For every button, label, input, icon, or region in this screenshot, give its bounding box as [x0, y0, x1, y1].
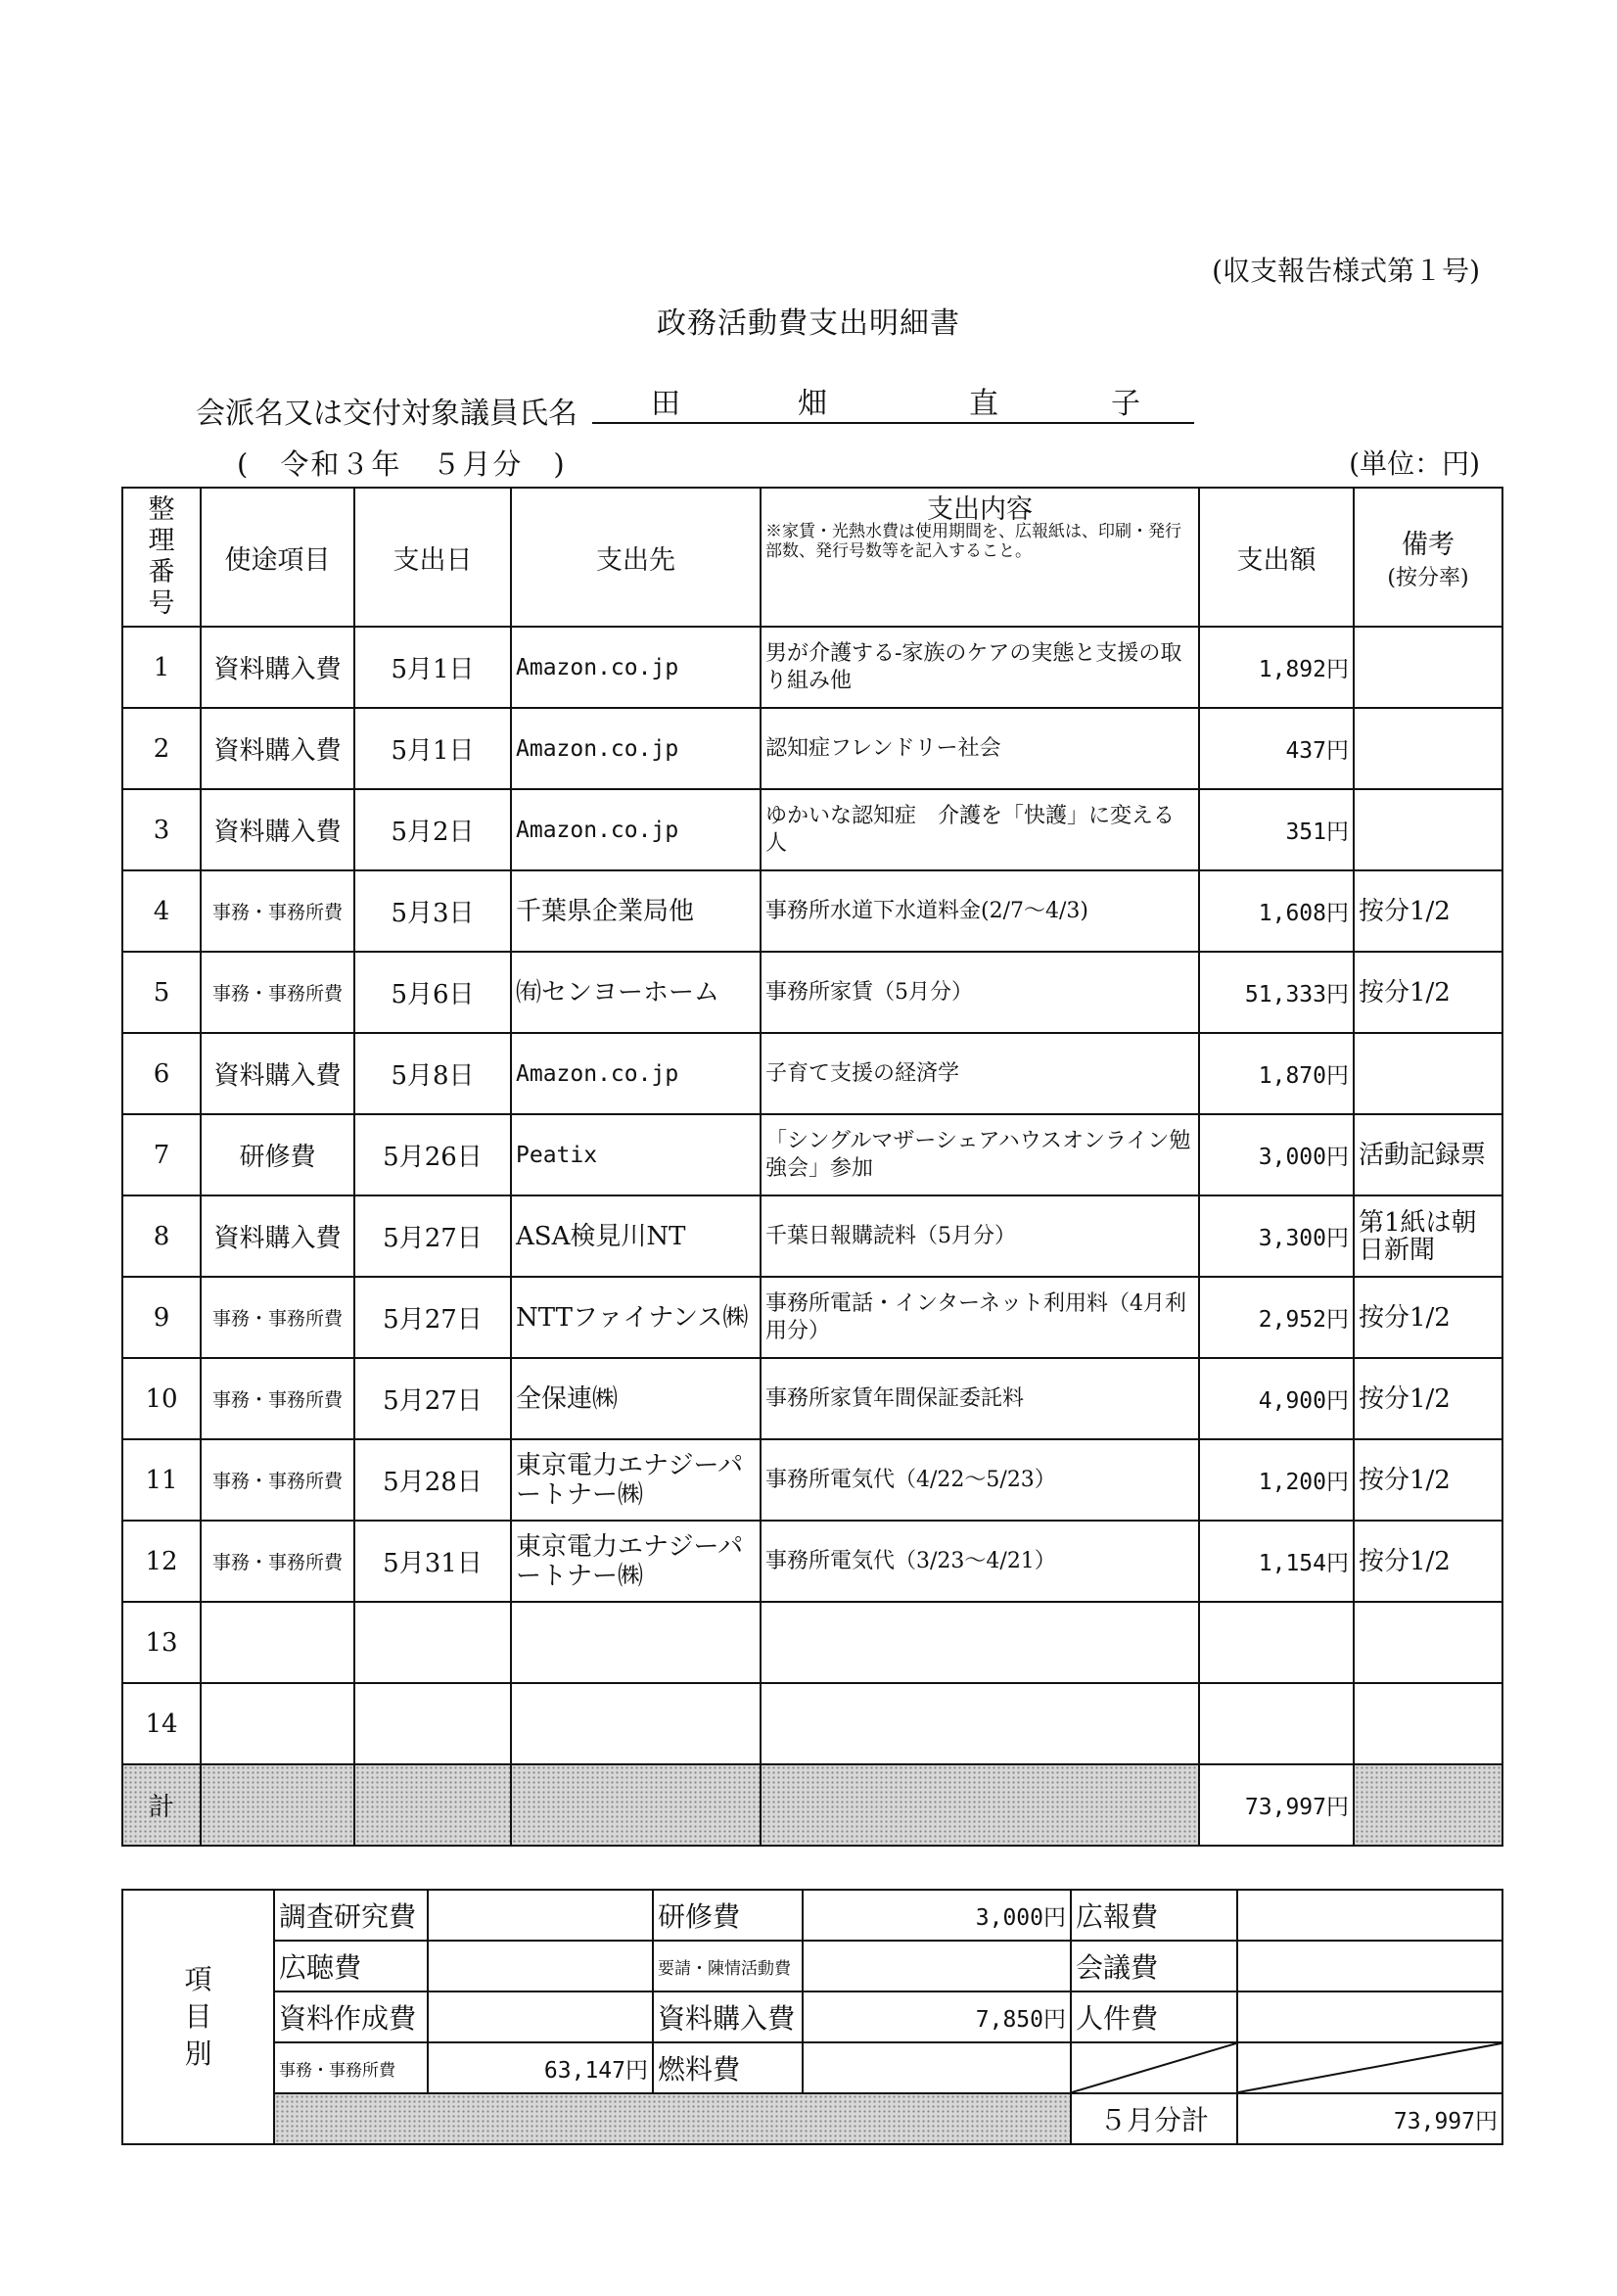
row-no: 3	[122, 789, 201, 870]
row-date: 5月27日	[354, 1195, 511, 1277]
total-row	[122, 1764, 1502, 1846]
row-remarks: 按分1/2	[1354, 1358, 1502, 1439]
row-content: 事務所電気代（3/23～4/21）	[761, 1521, 1199, 1602]
label-training: 研修費	[653, 1890, 803, 1941]
row-amount: 1,154円	[1199, 1521, 1354, 1602]
value-fuel	[803, 2042, 1071, 2093]
row-payee: ㈲センヨーホーム	[511, 952, 761, 1033]
table-row	[122, 1195, 1502, 1277]
row-amount: 1,608円	[1199, 870, 1354, 952]
row-amount: 3,000円	[1199, 1114, 1354, 1195]
label-materials-make: 資料作成費	[274, 1991, 428, 2042]
row-content: 男が介護する-家族のケアの実態と支援の取り組み他	[761, 627, 1199, 708]
row-payee	[511, 1683, 761, 1764]
header-remarks	[1354, 488, 1502, 627]
strike-cell	[1071, 2042, 1237, 2093]
header-remarks-title: 備考	[1402, 530, 1455, 560]
row-content: 認知症フレンドリー社会	[761, 708, 1199, 789]
table-row	[122, 1033, 1502, 1114]
diagonal-strike-line	[1238, 2043, 1502, 2092]
header-remarks-sub: (按分率)	[1387, 566, 1469, 590]
row-amount: 51,333円	[1199, 952, 1354, 1033]
row-category: 事務・事務所費	[201, 1521, 354, 1602]
row-content: 子育て支援の経済学	[761, 1033, 1199, 1114]
label-office: 事務・事務所費	[274, 2042, 428, 2093]
row-payee: Peatix	[511, 1114, 761, 1195]
row-amount: 4,900円	[1199, 1358, 1354, 1439]
table-row	[122, 627, 1502, 708]
row-payee: 千葉県企業局他	[511, 870, 761, 952]
month-total-value: 73,997円	[1237, 2093, 1502, 2144]
row-category: 研修費	[201, 1114, 354, 1195]
row-category: 事務・事務所費	[201, 952, 354, 1033]
member-name-field	[592, 377, 1194, 424]
row-no: 13	[122, 1602, 201, 1683]
category-summary-table	[121, 1889, 1503, 2145]
row-no: 8	[122, 1195, 201, 1277]
document-title: 政務活動費支出明細書	[657, 306, 960, 341]
total-shaded-cell	[1354, 1764, 1502, 1846]
row-payee: Amazon.co.jp	[511, 708, 761, 789]
table-row	[122, 1683, 1502, 1764]
row-content	[761, 1683, 1199, 1764]
member-name-char: 畑	[798, 387, 827, 421]
row-date: 5月8日	[354, 1033, 511, 1114]
row-amount	[1199, 1602, 1354, 1683]
value-personnel	[1237, 1991, 1502, 2042]
member-name-char: 子	[1111, 387, 1140, 421]
row-no: 6	[122, 1033, 201, 1114]
row-date	[354, 1683, 511, 1764]
row-category	[201, 1683, 354, 1764]
row-remarks: 按分1/2	[1354, 1521, 1502, 1602]
row-date: 5月1日	[354, 627, 511, 708]
row-remarks: 按分1/2	[1354, 1277, 1502, 1358]
value-petition	[803, 1941, 1071, 1991]
label-survey: 調査研究費	[274, 1890, 428, 1941]
row-no: 10	[122, 1358, 201, 1439]
row-remarks	[1354, 708, 1502, 789]
row-remarks: 第1紙は朝日新聞	[1354, 1195, 1502, 1277]
reporting-period: ( 令和３年 ５月分 )	[237, 447, 567, 481]
member-name-label: 会派名又は交付対象議員氏名	[196, 397, 578, 431]
row-content: 事務所家賃年間保証委託料	[761, 1358, 1199, 1439]
total-shaded-cell	[511, 1764, 761, 1846]
row-category	[201, 1602, 354, 1683]
total-shaded-cell	[201, 1764, 354, 1846]
table-header-row	[122, 488, 1502, 627]
label-pr: 広報費	[1071, 1890, 1237, 1941]
row-date: 5月2日	[354, 789, 511, 870]
row-no: 1	[122, 627, 201, 708]
row-payee: Amazon.co.jp	[511, 789, 761, 870]
row-amount: 3,300円	[1199, 1195, 1354, 1277]
row-payee: 全保連㈱	[511, 1358, 761, 1439]
row-amount: 351円	[1199, 789, 1354, 870]
value-training: 3,000円	[803, 1890, 1071, 1941]
header-amount: 支出額	[1199, 488, 1354, 627]
row-amount: 1,200円	[1199, 1439, 1354, 1521]
row-date: 5月27日	[354, 1277, 511, 1358]
total-label: 計	[122, 1764, 201, 1846]
row-category: 資料購入費	[201, 708, 354, 789]
row-category: 資料購入費	[201, 789, 354, 870]
row-content: 事務所電話・インターネット利用料（4月利用分）	[761, 1277, 1199, 1358]
row-date: 5月1日	[354, 708, 511, 789]
row-remarks	[1354, 1683, 1502, 1764]
label-petition: 要請・陳情活動費	[653, 1941, 803, 1991]
unit-label: (単位：円)	[1349, 447, 1480, 480]
table-row	[122, 1521, 1502, 1602]
row-amount: 2,952円	[1199, 1277, 1354, 1358]
month-total-label: ５月分計	[1071, 2093, 1237, 2144]
row-remarks: 按分1/2	[1354, 1439, 1502, 1521]
table-row	[122, 708, 1502, 789]
row-category: 事務・事務所費	[201, 1358, 354, 1439]
expense-table	[121, 487, 1503, 1847]
row-no: 4	[122, 870, 201, 952]
row-payee	[511, 1602, 761, 1683]
row-payee: NTTファイナンス㈱	[511, 1277, 761, 1358]
row-amount: 437円	[1199, 708, 1354, 789]
row-date: 5月27日	[354, 1358, 511, 1439]
label-fuel: 燃料費	[653, 2042, 803, 2093]
table-row	[122, 789, 1502, 870]
member-name-char: 直	[969, 387, 998, 421]
table-row	[122, 1277, 1502, 1358]
row-date: 5月31日	[354, 1521, 511, 1602]
header-content-note: ※家賃・光熱水費は使用期間を、広報紙は、印刷・発行部数、発行号数等を記入すること。	[765, 522, 1181, 561]
row-remarks	[1354, 789, 1502, 870]
row-no: 14	[122, 1683, 201, 1764]
row-content: 事務所家賃（5月分）	[761, 952, 1199, 1033]
row-no: 9	[122, 1277, 201, 1358]
row-no: 11	[122, 1439, 201, 1521]
row-category: 事務・事務所費	[201, 1277, 354, 1358]
row-content: ゆかいな認知症 介護を「快護」に変える人	[761, 789, 1199, 870]
value-meeting	[1237, 1941, 1502, 1991]
row-category: 資料購入費	[201, 627, 354, 708]
row-no: 7	[122, 1114, 201, 1195]
value-survey	[428, 1890, 653, 1941]
value-pr	[1237, 1890, 1502, 1941]
row-date: 5月28日	[354, 1439, 511, 1521]
row-category: 資料購入費	[201, 1033, 354, 1114]
value-hearing	[428, 1941, 653, 1991]
section-label: 項目別	[122, 1890, 274, 2144]
row-payee: 東京電力エナジーパートナー㈱	[511, 1521, 761, 1602]
row-payee: Amazon.co.jp	[511, 627, 761, 708]
header-no: 整理番号	[122, 488, 201, 627]
row-category: 事務・事務所費	[201, 870, 354, 952]
row-remarks: 按分1/2	[1354, 870, 1502, 952]
table-row	[122, 1439, 1502, 1521]
row-payee: 東京電力エナジーパートナー㈱	[511, 1439, 761, 1521]
row-date: 5月26日	[354, 1114, 511, 1195]
row-remarks: 活動記録票	[1354, 1114, 1502, 1195]
row-remarks	[1354, 1033, 1502, 1114]
header-content-title: 支出内容	[927, 494, 1033, 525]
label-materials-buy: 資料購入費	[653, 1991, 803, 2042]
row-category: 事務・事務所費	[201, 1439, 354, 1521]
row-content: 事務所電気代（4/22～5/23）	[761, 1439, 1199, 1521]
header-payee: 支出先	[511, 488, 761, 627]
header-category: 使途項目	[201, 488, 354, 627]
row-remarks	[1354, 1602, 1502, 1683]
row-payee: ASA検見川NT	[511, 1195, 761, 1277]
row-content	[761, 1602, 1199, 1683]
row-amount: 1,892円	[1199, 627, 1354, 708]
label-personnel: 人件費	[1071, 1991, 1237, 2042]
label-hearing: 広聴費	[274, 1941, 428, 1991]
label-meeting: 会議費	[1071, 1941, 1237, 1991]
row-no: 2	[122, 708, 201, 789]
row-date	[354, 1602, 511, 1683]
row-content: 千葉日報購読料（5月分）	[761, 1195, 1199, 1277]
value-materials-buy: 7,850円	[803, 1991, 1071, 2042]
summary-shaded-cell	[274, 2093, 1071, 2144]
table-row	[122, 1602, 1502, 1683]
value-office: 63,147円	[428, 2042, 653, 2093]
total-shaded-cell	[761, 1764, 1199, 1846]
table-row	[122, 1114, 1502, 1195]
form-number: (収支報告様式第１号)	[1212, 255, 1480, 287]
row-date: 5月6日	[354, 952, 511, 1033]
table-row	[122, 1358, 1502, 1439]
member-name-char: 田	[651, 387, 680, 421]
row-content: 事務所水道下水道料金(2/7～4/3)	[761, 870, 1199, 952]
strike-cell	[1237, 2042, 1502, 2093]
row-amount	[1199, 1683, 1354, 1764]
row-amount: 1,870円	[1199, 1033, 1354, 1114]
row-no: 5	[122, 952, 201, 1033]
row-content: 「シングルマザーシェアハウスオンライン勉強会」参加	[761, 1114, 1199, 1195]
table-row	[122, 952, 1502, 1033]
row-no: 12	[122, 1521, 201, 1602]
header-content	[761, 488, 1199, 627]
row-remarks	[1354, 627, 1502, 708]
row-remarks: 按分1/2	[1354, 952, 1502, 1033]
value-materials-make	[428, 1991, 653, 2042]
row-payee: Amazon.co.jp	[511, 1033, 761, 1114]
header-date: 支出日	[354, 488, 511, 627]
row-category: 資料購入費	[201, 1195, 354, 1277]
total-amount: 73,997円	[1199, 1764, 1354, 1846]
diagonal-strike-line	[1072, 2043, 1236, 2092]
total-shaded-cell	[354, 1764, 511, 1846]
row-date: 5月3日	[354, 870, 511, 952]
table-row	[122, 870, 1502, 952]
